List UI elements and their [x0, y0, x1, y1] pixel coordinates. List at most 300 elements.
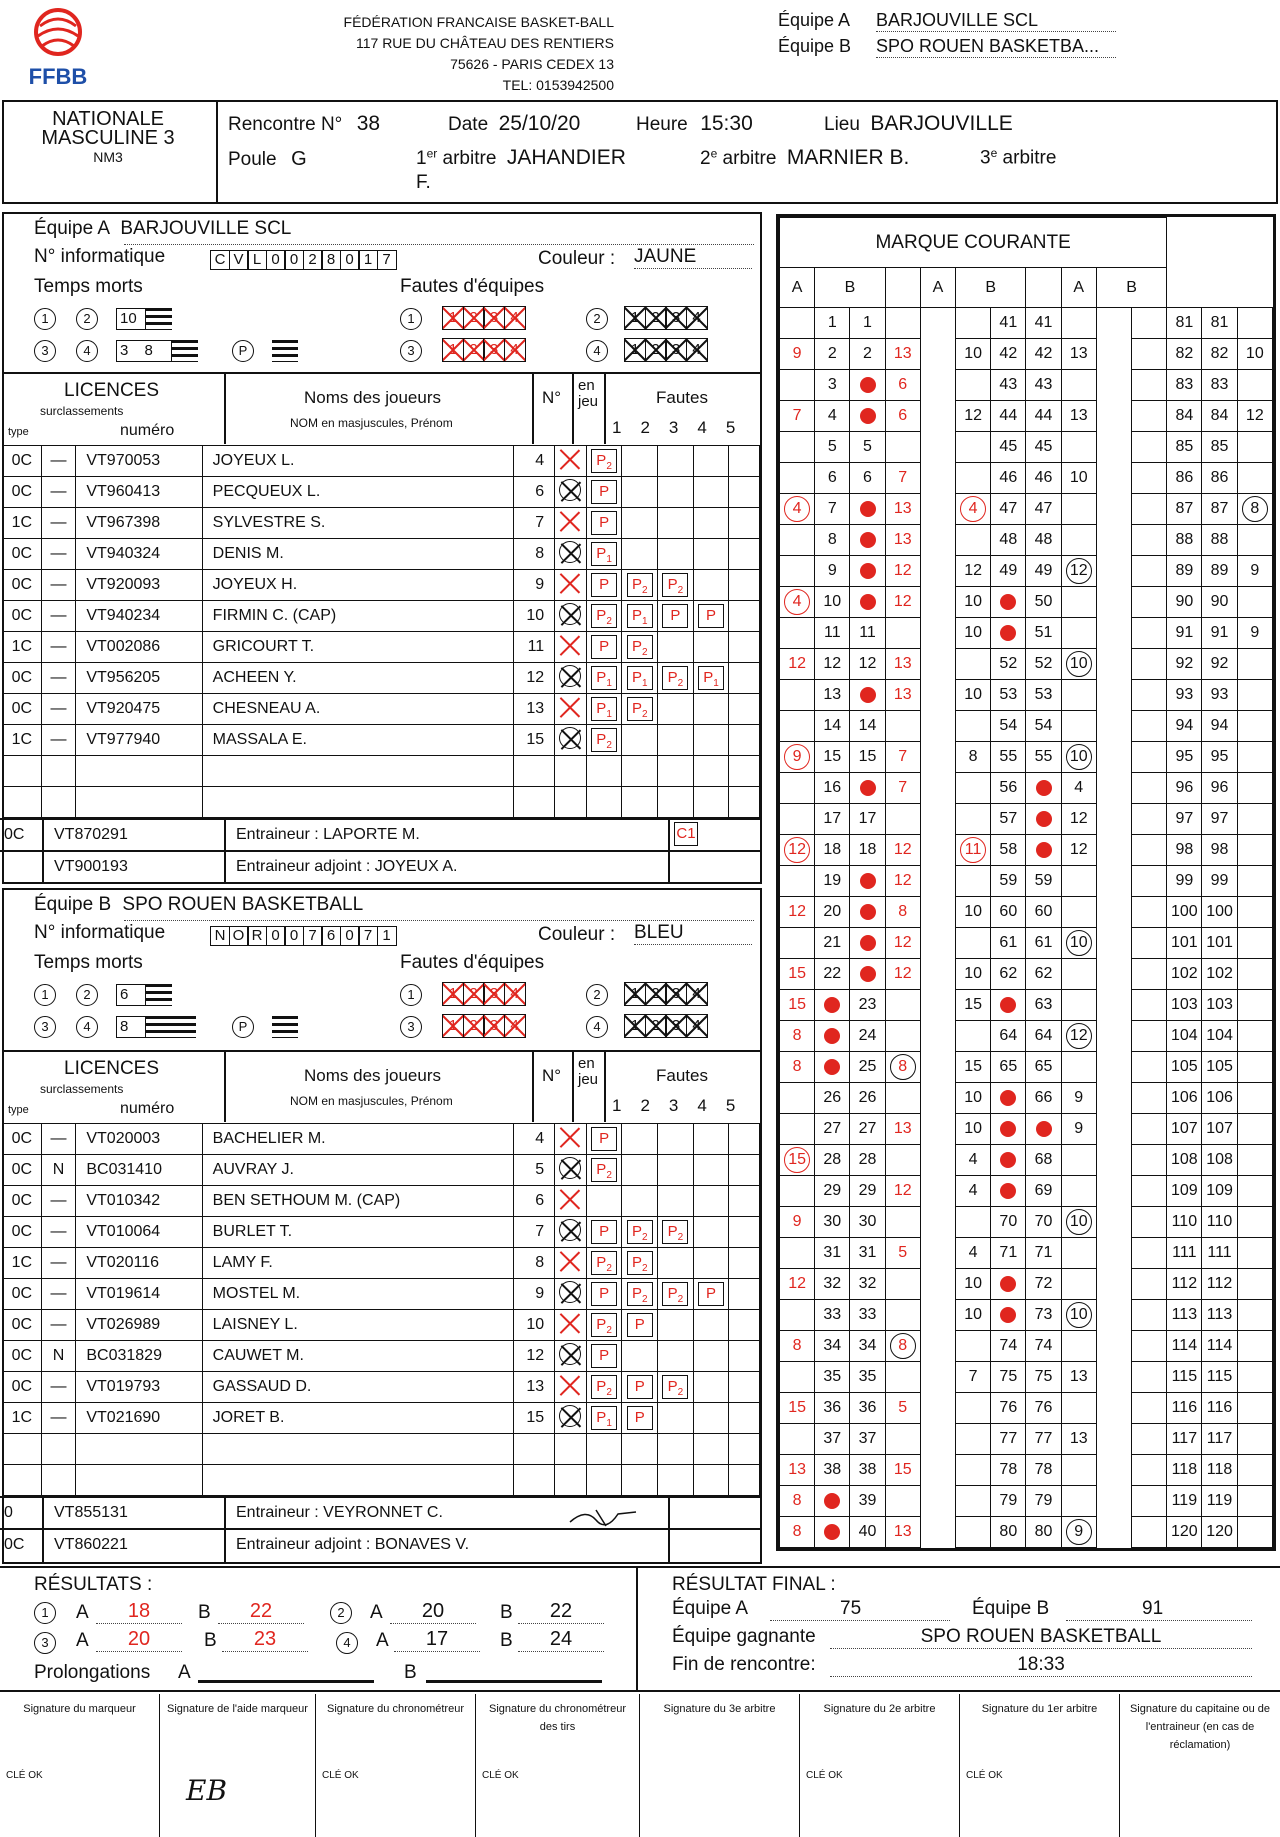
score-b: 97: [1202, 804, 1237, 835]
score-col-b: B: [1096, 268, 1166, 308]
score-b: 26: [850, 1083, 885, 1114]
team-a-timeouts-label: Temps morts: [34, 276, 143, 297]
score-a: 20: [815, 897, 850, 928]
score-player-a: 10: [956, 618, 991, 649]
signature-label: Signature du 2e arbitre: [823, 1703, 936, 1715]
player-foul: $P_2$: [658, 663, 694, 694]
score-player-a: [1132, 742, 1167, 773]
score-player-b: 8: [885, 897, 920, 928]
score-a: 60: [991, 897, 1026, 928]
score-a: 65: [991, 1052, 1026, 1083]
score-a: 110: [1167, 1207, 1202, 1238]
player-foul: P: [693, 1279, 729, 1310]
team-foul-cell: 1: [442, 982, 464, 1006]
score-b: [850, 959, 885, 990]
player-foul: [658, 694, 694, 725]
player-type: 0C: [3, 477, 42, 508]
player-foul: [729, 694, 760, 725]
player-row: [3, 663, 760, 694]
score-a: 57: [991, 804, 1026, 835]
player-foul: [729, 539, 760, 570]
score-player-a: 8: [780, 1486, 815, 1517]
score-row: [780, 1114, 1273, 1145]
player-number: 10: [514, 601, 555, 632]
score-a: 1: [815, 308, 850, 339]
score-a: 17: [815, 804, 850, 835]
score-a: 70: [991, 1207, 1026, 1238]
team-foul-cell: 3: [665, 1014, 687, 1038]
score-a: [991, 587, 1026, 618]
player-en-jeu: [555, 601, 587, 632]
score-b: 92: [1202, 649, 1237, 680]
score-b: 33: [850, 1300, 885, 1331]
score-a: 84: [1167, 401, 1202, 432]
score-player-a: 12: [780, 835, 815, 866]
score-dot: [1000, 625, 1016, 641]
score-row: [780, 990, 1273, 1021]
score-b: 119: [1202, 1486, 1237, 1517]
player-foul: [693, 477, 729, 508]
score-row: [780, 308, 1273, 339]
player-foul: P: [586, 1341, 622, 1372]
score-a: 86: [1167, 463, 1202, 494]
player-name: FIRMIN C. (CAP): [202, 601, 514, 632]
score-dot: [1000, 1121, 1016, 1137]
player-licence: VT977940: [76, 725, 202, 756]
player-foul: [729, 1372, 760, 1403]
results-q3-b: 23: [222, 1628, 308, 1652]
score-player-a: 8: [780, 1052, 815, 1083]
team-foul-cell: 4: [504, 306, 526, 330]
team-a-fautes-header: Fautes: [656, 388, 708, 407]
score-a: 3: [815, 370, 850, 401]
player-row: [3, 446, 760, 477]
score-player-b: 7: [885, 773, 920, 804]
score-a: 76: [991, 1393, 1026, 1424]
team-b-q3-circle: 3: [34, 1016, 56, 1038]
player-foul: [693, 1186, 729, 1217]
player-foul: [693, 570, 729, 601]
score-player-a: 13: [780, 1455, 815, 1486]
player-number: 9: [514, 570, 555, 601]
score-b: 66: [1026, 1083, 1061, 1114]
team-foul-cell: 1: [624, 1014, 646, 1038]
team-a-licences-header: LICENCES: [64, 380, 160, 401]
signature-box[interactable]: [0, 1694, 160, 1837]
team-a-color-label: Couleur :: [538, 248, 616, 269]
player-foul: [729, 1341, 760, 1372]
player-foul: P: [586, 1217, 622, 1248]
player-foul: $P_2$: [622, 1248, 658, 1279]
signature-label: Signature du 1er arbitre: [981, 1703, 1098, 1715]
score-player-b: 12: [885, 959, 920, 990]
team-b-timeouts-half1: 6: [116, 984, 146, 1006]
player-licence: VT019793: [76, 1372, 202, 1403]
score-row: [780, 649, 1273, 680]
score-player-b: [1237, 1083, 1272, 1114]
team-b-fouls-q4-circle: 4: [586, 1016, 608, 1038]
results-q1-a-label: A: [76, 1602, 89, 1623]
score-b: 75: [1026, 1362, 1061, 1393]
score-a: 95: [1167, 742, 1202, 773]
player-row: [3, 694, 760, 725]
player-en-jeu: [555, 694, 587, 725]
score-player-b: [1061, 1486, 1096, 1517]
score-player-a: [780, 370, 815, 401]
score-dot: [1000, 1090, 1016, 1106]
score-a: 55: [991, 742, 1026, 773]
player-number: 4: [514, 446, 555, 477]
score-player-a: [956, 711, 991, 742]
lieu-label: Lieu: [824, 114, 860, 135]
score-player-b: 13: [885, 1517, 920, 1548]
score-player-b: 13: [885, 1114, 920, 1145]
score-a: 71: [991, 1238, 1026, 1269]
score-player-b: [1061, 1238, 1096, 1269]
player-foul: [693, 1310, 729, 1341]
score-player-b: [885, 1424, 920, 1455]
score-player-b: 10: [1061, 1207, 1096, 1238]
info-char-box: V: [229, 250, 249, 270]
score-player-b: [1237, 1238, 1272, 1269]
arbitre-2-label: 2: [700, 148, 711, 169]
score-dot: [860, 873, 876, 889]
score-player-a: [780, 1424, 815, 1455]
score-a: 47: [991, 494, 1026, 525]
results-q2-b-label: B: [500, 1602, 513, 1623]
team-foul-cell: 1: [442, 338, 464, 362]
score-player-a: 12: [780, 1269, 815, 1300]
score-player-b: [885, 1300, 920, 1331]
team-a-fouls-q1: [442, 306, 524, 330]
score-row: [780, 525, 1273, 556]
score-row: [780, 1393, 1273, 1424]
score-player-b: [1061, 1052, 1096, 1083]
player-foul: [622, 1155, 658, 1186]
team-a-info-boxes: [210, 250, 395, 270]
signature-box[interactable]: [316, 1694, 476, 1837]
score-a: 7: [815, 494, 850, 525]
score-a: 4: [815, 401, 850, 432]
team-a-fouls-q4-circle: 4: [586, 340, 608, 362]
team-b-name: SPO ROUEN BASKETBALL: [122, 894, 364, 915]
player-foul: P: [586, 1124, 622, 1155]
score-player-a: [1132, 587, 1167, 618]
team-b-fouls-q1-circle: 1: [400, 984, 422, 1006]
player-foul: [729, 1124, 760, 1155]
signature-mark: EB: [186, 1774, 228, 1807]
score-player-b: [885, 1362, 920, 1393]
arbitre-2-sup: e: [710, 146, 718, 161]
score-player-b: [1237, 1145, 1272, 1176]
player-foul: $P_2$: [622, 1217, 658, 1248]
score-player-b: 12: [885, 928, 920, 959]
player-foul: [658, 508, 694, 539]
signature-box[interactable]: [1120, 1694, 1280, 1837]
player-licence: VT967398: [76, 508, 202, 539]
score-col-a: A: [1061, 268, 1096, 308]
score-a: 74: [991, 1331, 1026, 1362]
score-b: 104: [1202, 1021, 1237, 1052]
score-player-a: 8: [780, 1517, 815, 1548]
score-player-b: [1237, 835, 1272, 866]
team-a-q2-circle: 2: [76, 308, 98, 330]
score-b: [850, 587, 885, 618]
score-player-a: [956, 1517, 991, 1548]
score-player-b: [1061, 618, 1096, 649]
player-foul: P: [586, 570, 622, 601]
score-b: 62: [1026, 959, 1061, 990]
score-b: 120: [1202, 1517, 1237, 1548]
team-b-info-boxes: [210, 926, 395, 946]
score-player-a: 12: [956, 556, 991, 587]
score-player-b: 13: [885, 680, 920, 711]
score-player-a: [1132, 711, 1167, 742]
score-player-b: 8: [1237, 494, 1272, 525]
player-foul: [729, 1155, 760, 1186]
arbitre-1-sup: er: [426, 146, 438, 161]
score-player-b: [1237, 308, 1272, 339]
score-player-b: 12: [885, 556, 920, 587]
score-a: 38: [815, 1455, 850, 1486]
score-player-a: 10: [956, 959, 991, 990]
player-en-jeu: [555, 1124, 587, 1155]
score-a: 41: [991, 308, 1026, 339]
team-b-fouls-q2: [624, 982, 706, 1006]
score-player-a: 4: [956, 1238, 991, 1269]
score-player-a: 10: [956, 587, 991, 618]
player-surclassement: —: [41, 1217, 76, 1248]
score-b: 95: [1202, 742, 1237, 773]
score-row: [780, 1145, 1273, 1176]
score-player-a: [956, 804, 991, 835]
empty-player-row: [3, 756, 760, 787]
score-dot: [1000, 1152, 1016, 1168]
player-licence: VT940234: [76, 601, 202, 632]
score-a: 33: [815, 1300, 850, 1331]
score-b: 83: [1202, 370, 1237, 401]
player-surclassement: —: [41, 446, 76, 477]
player-foul: P: [693, 601, 729, 632]
team-a-numero-header: numéro: [120, 422, 175, 439]
team-a-overtime-stripes: [272, 340, 298, 362]
score-player-b: 4: [1061, 773, 1096, 804]
team-a-timeouts-half1: 10: [116, 308, 146, 330]
competition-line2: MASCULINE 3: [41, 127, 175, 149]
team-foul-cell: 1: [442, 306, 464, 330]
score-player-b: 10: [1061, 928, 1096, 959]
score-b: 29: [850, 1176, 885, 1207]
player-foul: [658, 446, 694, 477]
score-player-a: [1132, 432, 1167, 463]
results-prolong-b-label: B: [404, 1662, 417, 1683]
score-b: 45: [1026, 432, 1061, 463]
score-player-a: [1132, 1207, 1167, 1238]
score-player-b: 7: [885, 742, 920, 773]
player-name: PECQUEUX L.: [202, 477, 514, 508]
score-player-a: [1132, 835, 1167, 866]
player-en-jeu: [555, 725, 587, 756]
score-b: 76: [1026, 1393, 1061, 1424]
player-foul: P: [622, 1310, 658, 1341]
score-player-a: [1132, 680, 1167, 711]
player-foul: [729, 601, 760, 632]
score-a: 75: [991, 1362, 1026, 1393]
team-a-type-header: type: [8, 426, 29, 438]
score-player-b: [1061, 587, 1096, 618]
player-row: [3, 725, 760, 756]
player-foul: [658, 1186, 694, 1217]
score-a: 111: [1167, 1238, 1202, 1269]
score-player-b: 12: [1061, 804, 1096, 835]
score-a: 15: [815, 742, 850, 773]
score-b: [850, 680, 885, 711]
score-player-b: [1237, 1176, 1272, 1207]
score-player-b: [1237, 587, 1272, 618]
signature-box[interactable]: [476, 1694, 640, 1837]
score-player-b: [1237, 1207, 1272, 1238]
score-player-a: 10: [956, 1083, 991, 1114]
player-foul: [729, 1279, 760, 1310]
team-b-coach-num: VT855131: [54, 1504, 128, 1521]
player-foul: [729, 570, 760, 601]
player-foul: [729, 725, 760, 756]
results-title: RÉSULTATS :: [34, 1574, 153, 1595]
header-team-b-label: Équipe B: [778, 36, 852, 56]
score-row: [780, 1021, 1273, 1052]
player-foul: $P_1$: [586, 694, 622, 725]
poule-label: Poule: [228, 149, 277, 170]
score-b: 49: [1026, 556, 1061, 587]
team-a-q4-circle: 4: [76, 340, 98, 362]
score-player-b: [885, 711, 920, 742]
score-player-a: 7: [956, 1362, 991, 1393]
score-player-b: 9: [1061, 1083, 1096, 1114]
score-player-b: [1237, 773, 1272, 804]
arbitre-2: [700, 146, 909, 170]
score-b: 60: [1026, 897, 1061, 928]
player-row: [3, 1372, 760, 1403]
score-a: 2: [815, 339, 850, 370]
score-a: 118: [1167, 1455, 1202, 1486]
player-name: MASSALA E.: [202, 725, 514, 756]
score-dot: [860, 594, 876, 610]
score-player-b: 13: [885, 649, 920, 680]
score-row: [780, 928, 1273, 959]
score-player-a: 4: [956, 494, 991, 525]
score-player-b: [1237, 680, 1272, 711]
player-surclassement: —: [41, 1372, 76, 1403]
score-player-b: [1237, 432, 1272, 463]
player-foul: P: [586, 1279, 622, 1310]
score-player-a: [956, 308, 991, 339]
info-char-box: 0: [340, 250, 360, 270]
score-b: 63: [1026, 990, 1061, 1021]
info-char-box: 0: [284, 250, 304, 270]
score-player-b: [1237, 370, 1272, 401]
player-foul: $P_2$: [622, 694, 658, 725]
score-row: [780, 1176, 1273, 1207]
player-type: 1C: [3, 1403, 42, 1434]
score-b: 64: [1026, 1021, 1061, 1052]
player-foul: [658, 539, 694, 570]
score-player-a: [1132, 463, 1167, 494]
team-a-label: Équipe A: [34, 218, 110, 239]
score-a: 48: [991, 525, 1026, 556]
score-b: [850, 928, 885, 959]
team-foul-cell: 2: [645, 1014, 667, 1038]
score-row: [780, 1331, 1273, 1362]
info-char-box: 0: [266, 926, 286, 946]
score-b: 98: [1202, 835, 1237, 866]
team-foul-cell: 2: [645, 982, 667, 1006]
player-surclassement: —: [41, 1279, 76, 1310]
player-foul: [622, 539, 658, 570]
score-player-a: [1132, 1517, 1167, 1548]
date-label: Date: [448, 114, 489, 135]
team-foul-cell: 1: [624, 306, 646, 330]
signature-box[interactable]: [640, 1694, 800, 1837]
score-a: 22: [815, 959, 850, 990]
score-player-a: [1132, 1083, 1167, 1114]
player-foul: $P_2$: [586, 1155, 622, 1186]
score-b: 72: [1026, 1269, 1061, 1300]
team-foul-cell: 2: [463, 306, 485, 330]
player-type: 0C: [3, 1124, 42, 1155]
score-dot: [824, 1028, 840, 1044]
score-a: 44: [991, 401, 1026, 432]
score-player-a: [780, 1083, 815, 1114]
score-player-a: [956, 1207, 991, 1238]
signature-box[interactable]: [160, 1694, 316, 1837]
score-dot: [860, 904, 876, 920]
results-q3-circle: 3: [34, 1632, 56, 1654]
score-player-a: [1132, 649, 1167, 680]
score-a: 18: [815, 835, 850, 866]
score-player-a: [1132, 1455, 1167, 1486]
score-player-b: [1237, 1269, 1272, 1300]
score-b: 11: [850, 618, 885, 649]
final-a-label: Équipe A: [672, 1598, 749, 1619]
score-player-a: [1132, 928, 1167, 959]
signature-box[interactable]: [800, 1694, 960, 1837]
player-number: 12: [514, 663, 555, 694]
score-dot: [824, 997, 840, 1013]
signature-box[interactable]: [960, 1694, 1120, 1837]
team-b-team-fouls-label: Fautes d'équipes: [400, 952, 545, 973]
score-b: 46: [1026, 463, 1061, 494]
player-number: 5: [514, 1155, 555, 1186]
score-player-b: 10: [1061, 1300, 1096, 1331]
rencontre-label: Rencontre N°: [228, 114, 343, 135]
team-a-q3-circle: 3: [34, 340, 56, 362]
score-a: 88: [1167, 525, 1202, 556]
player-number: 15: [514, 725, 555, 756]
score-a: 6: [815, 463, 850, 494]
info-char-box: 0: [266, 250, 286, 270]
player-foul: P: [586, 477, 622, 508]
player-foul: [622, 446, 658, 477]
score-player-b: [885, 308, 920, 339]
score-player-a: 10: [956, 897, 991, 928]
player-number: 8: [514, 1248, 555, 1279]
score-b: [850, 556, 885, 587]
arbitre-3-label: 3: [980, 147, 991, 169]
score-player-b: 9: [1237, 618, 1272, 649]
team-a-info-label: N° informatique: [34, 246, 166, 267]
score-player-a: [1132, 1424, 1167, 1455]
score-b: 87: [1202, 494, 1237, 525]
